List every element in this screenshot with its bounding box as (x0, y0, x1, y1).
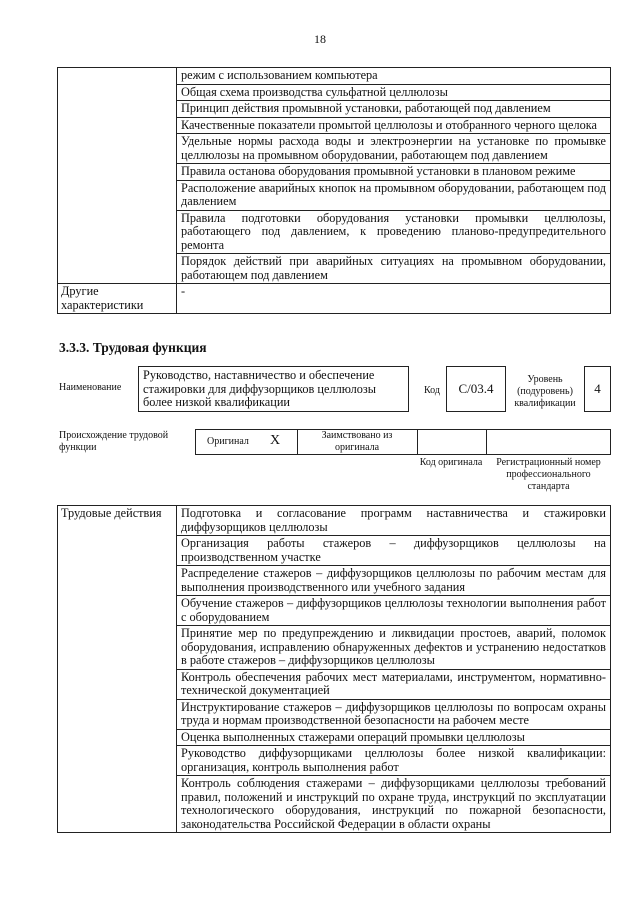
labor-actions-table (57, 505, 611, 833)
function-code: C/03.4 (446, 366, 506, 412)
borrowed-label: Заимствовано из оригинала (321, 430, 393, 453)
row-item: - (177, 284, 611, 314)
row-item: Организация работы стажеров – диффузорщиков целлюлозы на производственном участке (177, 536, 611, 566)
reg-number-cell (486, 429, 611, 455)
function-name: Руководство, наставничество и обеспечение стажировки для диффузорщиков целлюлозы более низкой квалификации (138, 366, 409, 412)
level-label: Уровень (подуровень) квалификации (514, 374, 576, 409)
table-row (58, 68, 611, 85)
row-item: Правила останова оборудования промывной установки в плановом режиме (177, 164, 611, 181)
section-heading: 3.3.3. Трудовая функция (59, 340, 207, 355)
page-number: 18 (314, 32, 326, 46)
row-item: режим с использованием компьютера (177, 68, 611, 85)
row-item: Принцип действия промывной установки, работающей под давлением (177, 101, 611, 118)
row-item: Оценка выполненных стажерами операций промывки целлюлозы (177, 729, 611, 746)
row-item: Расположение аварийных кнопок на промывном оборудовании, работающем под давлением (177, 180, 611, 210)
original-label: Оригинал (207, 436, 249, 447)
row-item: Обучение стажеров – диффузорщиков целлюлозы технологии выполнения работ с оборудованием (177, 596, 611, 626)
row-item: Удельные нормы расхода воды и электроэнергии на установке по промывке целлюлозы на промывном оборудовании, работающем под давлением (177, 134, 611, 164)
row-label: Другие характеристики (58, 284, 177, 314)
row-label (58, 68, 177, 284)
row-item: Контроль обеспечения рабочих мест материалами, инструментом, нормативно-технической документацией (177, 669, 611, 699)
row-item: Правила подготовки оборудования установки промывки целлюлозы, работающего под давлением, к проведению планово-предупредительного ремонта (177, 210, 611, 254)
table-row (58, 506, 611, 536)
row-item: Порядок действий при аварийных ситуациях на промывном оборудовании, работающем под давлением (177, 254, 611, 284)
row-item: Контроль соблюдения стажерами – диффузорщиками целлюлозы требований правил, положений и инструкций по охране труда, инструкций по эксплуатации технологического оборудования, инструкций по пожарной безопасности, законодательства Российской Федерации в области охраны (177, 776, 611, 833)
knowledge-table (57, 67, 611, 314)
row-item: Качественные показатели промытой целлюлозы и отобранного черного щелока (177, 117, 611, 134)
name-label: Наименование (59, 382, 122, 393)
table-row (58, 284, 611, 314)
qualification-level: 4 (584, 366, 611, 412)
row-item: Принятие мер по предупреждению и ликвидации простоев, аварий, поломок оборудования, исправлению обнаруженных дефектов и устранению недостатков в работе стажеров – диффузорщиков целлюлозы (177, 626, 611, 670)
row-label: Трудовые действия (58, 506, 177, 833)
row-item: Руководство диффузорщиками целлюлозы более низкой квалификации: организация, контроль выполнения работ (177, 746, 611, 776)
reg-number-label: Регистрационный номер профессионального стандарта (496, 457, 601, 492)
origin-label: Происхождение трудовой функции (59, 430, 169, 453)
code-label: Код (424, 385, 440, 396)
original-mark: X (270, 433, 281, 448)
row-item: Распределение стажеров – диффузорщиков целлюлозы по рабочим местам для выполнения производственного или учебного задания (177, 566, 611, 596)
code-original-cell (417, 429, 487, 455)
row-item: Подготовка и согласование программ наставничества и стажировки диффузорщиков целлюлозы (177, 506, 611, 536)
code-original-label: Код оригинала (419, 457, 483, 468)
row-item: Общая схема производства сульфатной целлюлозы (177, 84, 611, 101)
row-item: Инструктирование стажеров – диффузорщиков целлюлозы по вопросам охраны труда и нормам производственной безопасности на рабочем месте (177, 699, 611, 729)
